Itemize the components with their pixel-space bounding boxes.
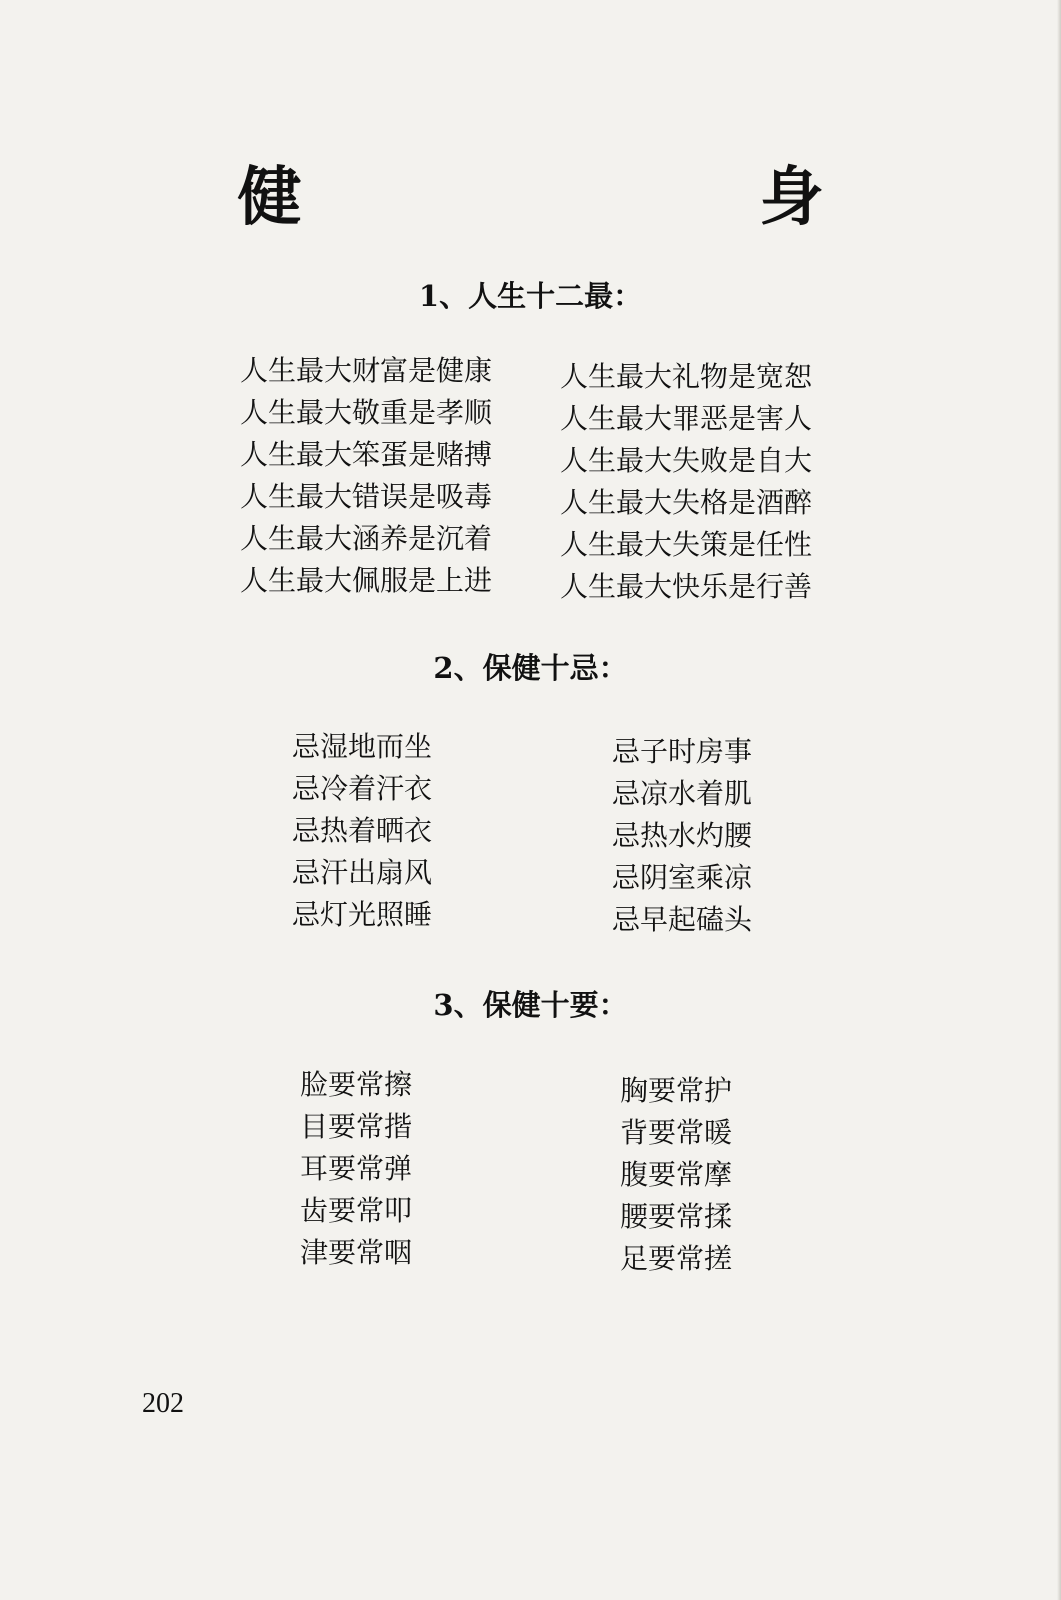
list-item: 忌子时房事 <box>612 735 753 768</box>
list-item: 人生最大财富是健康 <box>240 354 493 387</box>
list-item: 忌灯光照睡 <box>292 898 433 931</box>
list-item: 忌热着晒衣 <box>292 814 433 847</box>
list-item: 人生最大笨蛋是赌搏 <box>240 438 493 471</box>
list-item: 齿要常叩 <box>300 1194 413 1227</box>
list-item: 背要常暖 <box>620 1116 733 1149</box>
page-edge-shadow <box>1057 0 1061 1600</box>
list-item: 人生最大罪恶是害人 <box>560 402 813 435</box>
section-heading-2: 2、保健十忌： <box>433 651 628 685</box>
list-item: 人生最大涵养是沉着 <box>240 522 493 555</box>
list-item: 人生最大失策是任性 <box>560 528 813 561</box>
list-item: 忌凉水着肌 <box>612 777 753 810</box>
section-3-left-column <box>300 1064 412 1274</box>
section-2-right-column <box>612 731 752 941</box>
list-item: 人生最大失败是自大 <box>560 444 813 477</box>
list-item: 忌汗出扇风 <box>292 856 433 889</box>
list-item: 忌阴室乘凉 <box>612 861 753 894</box>
list-item: 人生最大敬重是孝顺 <box>240 396 493 429</box>
list-item: 目要常揩 <box>300 1110 413 1143</box>
page-number: 202 <box>142 1388 184 1419</box>
list-item: 忌热水灼腰 <box>612 819 753 852</box>
section-2-left-column <box>292 726 432 936</box>
list-item: 忌早起磕头 <box>612 903 753 936</box>
list-item: 人生最大礼物是宽恕 <box>560 360 813 393</box>
list-item: 人生最大佩服是上进 <box>240 564 493 597</box>
section-heading-3: 3、保健十要： <box>433 988 628 1022</box>
page-title: 健 身 <box>237 160 934 235</box>
section-3-right-column <box>620 1070 732 1280</box>
list-item: 腹要常摩 <box>620 1158 733 1191</box>
list-item: 人生最大错误是吸毒 <box>240 480 493 513</box>
list-item: 足要常搓 <box>620 1242 733 1275</box>
list-item: 脸要常擦 <box>300 1068 413 1101</box>
list-item: 忌湿地而坐 <box>292 730 433 763</box>
section-1-right-column <box>560 356 812 608</box>
list-item: 人生最大失格是酒醉 <box>560 486 813 519</box>
list-item: 耳要常弹 <box>300 1152 413 1185</box>
list-item: 津要常咽 <box>300 1236 413 1269</box>
list-item: 人生最大快乐是行善 <box>560 570 813 603</box>
section-1-left-column <box>240 350 492 602</box>
list-item: 胸要常护 <box>620 1074 733 1107</box>
list-item: 忌冷着汗衣 <box>292 772 433 805</box>
section-heading-1: 1、人生十二最： <box>418 279 643 313</box>
list-item: 腰要常揉 <box>620 1200 733 1233</box>
